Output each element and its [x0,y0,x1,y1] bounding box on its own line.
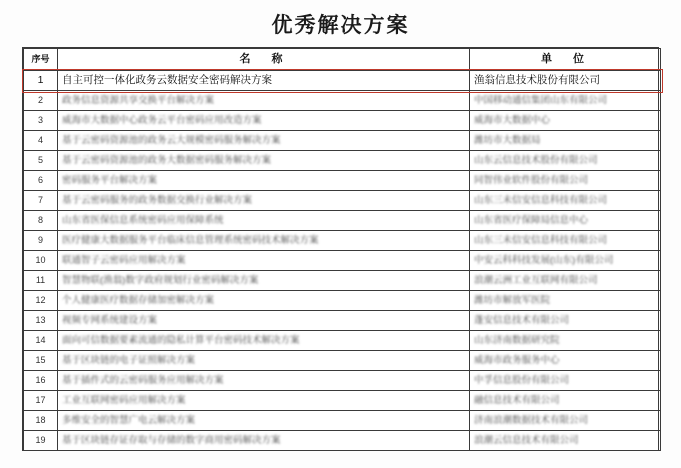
table-header-row [24,49,661,71]
row-index: 19 [24,431,58,451]
column-header-org: 单 位 [470,49,661,71]
row-index: 14 [24,331,58,351]
row-index: 11 [24,271,58,291]
row-solution-name: 基于区块链的电子证照解决方案 [58,351,470,371]
row-index: 17 [24,391,58,411]
row-organization: 潍坊市解放军医院 [470,291,661,311]
table-row [24,311,661,331]
row-index: 5 [24,151,58,171]
row-index: 9 [24,231,58,251]
row-solution-name: 面向可信数据要素流通的隐私计算平台密码技术解决方案 [58,331,470,351]
row-organization: 山东三未信安信息科技有限公司 [470,191,661,211]
table-row [24,251,661,271]
row-index: 13 [24,311,58,331]
solutions-table [23,48,661,451]
row-solution-name: 山东省医保信息系统密码应用保障系统 [58,211,470,231]
table-row [24,371,661,391]
row-index: 12 [24,291,58,311]
row-organization: 威海市大数据中心 [470,111,661,131]
row-solution-name: 政务信息资源共享交换平台解决方案 [58,91,470,111]
table-row [24,71,661,91]
solutions-table-wrapper [22,47,659,451]
table-header [24,49,661,71]
row-index: 6 [24,171,58,191]
table-row [24,171,661,191]
row-index: 1 [24,71,58,91]
table-row [24,211,661,231]
table-row [24,271,661,291]
row-solution-name: 基于插件式的云密码服务应用解决方案 [58,371,470,391]
row-organization: 山东省医疗保障局信息中心 [470,211,661,231]
table-row [24,231,661,251]
table-row [24,91,661,111]
row-solution-name: 多维安全的智慧广电云解决方案 [58,411,470,431]
row-index: 7 [24,191,58,211]
table-row [24,411,661,431]
row-solution-name: 自主可控一体化政务云数据安全密码解决方案 [58,71,470,91]
row-index: 18 [24,411,58,431]
row-index: 4 [24,131,58,151]
row-index: 16 [24,371,58,391]
row-organization: 山东云信息技术股份有限公司 [470,151,661,171]
table-row [24,131,661,151]
row-index: 10 [24,251,58,271]
row-index: 15 [24,351,58,371]
row-solution-name: 智慧物联(渔翁)数字政府规划行业密码解决方案 [58,271,470,291]
row-solution-name: 基于云密码资源池的政务大数据密码服务解决方案 [58,151,470,171]
row-index: 2 [24,91,58,111]
page-title: 优秀解决方案 [271,13,410,37]
row-solution-name: 视频专网系统建设方案 [58,311,470,331]
table-row [24,111,661,131]
table-row [24,291,661,311]
table-row [24,151,661,171]
row-organization: 威海市政务服务中心 [470,351,661,371]
row-organization: 浪潮云洲工业互联网有限公司 [470,271,661,291]
row-organization: 浪潮云信息技术有限公司 [470,431,661,451]
row-organization: 同智伟业软件股份有限公司 [470,171,661,191]
table-row [24,331,661,351]
row-organization: 山东三未信安信息科技有限公司 [470,231,661,251]
row-organization: 蓬安信息技术有限公司 [470,311,661,331]
row-solution-name: 密码服务平台解决方案 [58,171,470,191]
table-row [24,431,661,451]
row-solution-name: 基于云密码资源池的政务云大规模密码服务解决方案 [58,131,470,151]
row-organization: 中安云科科技发展(山东)有限公司 [470,251,661,271]
row-organization: 山东济南数据研究院 [470,331,661,351]
row-solution-name: 个人健康医疗数据存储加密解决方案 [58,291,470,311]
column-header-index: 序号 [24,49,58,71]
table-row [24,391,661,411]
table-row [24,351,661,371]
row-solution-name: 联通智子云密码应用解决方案 [58,251,470,271]
row-solution-name: 基于云密码服务的政务数据交换行业解决方案 [58,191,470,211]
column-header-name: 名 称 [58,49,470,71]
row-solution-name: 工业互联网密码应用解决方案 [58,391,470,411]
row-index: 3 [24,111,58,131]
row-solution-name: 基于区块链存证存取与存储的数字商用密码解决方案 [58,431,470,451]
row-index: 8 [24,211,58,231]
row-organization: 潍坊市大数据局 [470,131,661,151]
row-organization: 济南浪潮数据技术有限公司 [470,411,661,431]
row-solution-name: 医疗健康大数据服务平台临床信息管理系统密码技术解决方案 [58,231,470,251]
row-organization: 融信息技术有限公司 [470,391,661,411]
row-solution-name: 威海市大数据中心政务云平台密码应用改造方案 [58,111,470,131]
row-organization: 中国移动通信集团山东有限公司 [470,91,661,111]
row-organization: 渔翁信息技术股份有限公司 [470,71,661,91]
table-body [24,71,661,451]
row-organization: 中孚信息股份有限公司 [470,371,661,391]
table-row [24,191,661,211]
